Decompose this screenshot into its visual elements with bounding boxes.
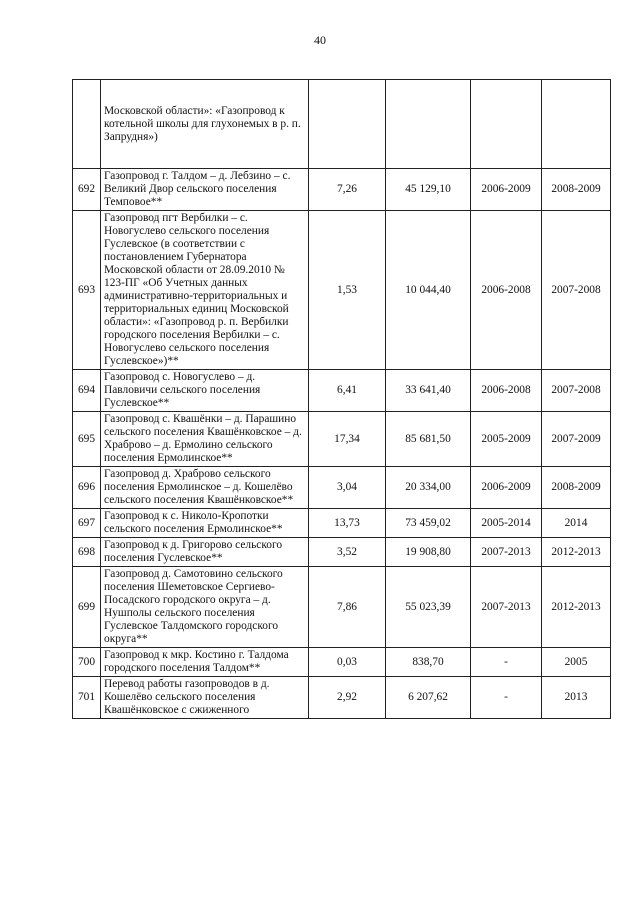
page-number: 40 — [314, 33, 326, 47]
length-km: 17,34 — [309, 412, 386, 467]
construction-period: 2006-2009 — [471, 467, 542, 509]
cost-value: 55 023,39 — [386, 567, 471, 648]
commissioning-period: 2013 — [542, 677, 611, 719]
length-km: 3,52 — [309, 538, 386, 567]
cost-value: 838,70 — [386, 648, 471, 677]
commissioning-period: 2008-2009 — [542, 467, 611, 509]
cost-value — [386, 80, 471, 169]
row-number: 697 — [73, 509, 101, 538]
length-km: 1,53 — [309, 211, 386, 370]
table-row — [73, 412, 611, 467]
table-row — [73, 509, 611, 538]
construction-period: - — [471, 677, 542, 719]
object-name: Газопровод к д. Григорово сельского поселения Гуслевское** — [101, 538, 309, 567]
cost-value: 85 681,50 — [386, 412, 471, 467]
row-number: 695 — [73, 412, 101, 467]
cost-value: 73 459,02 — [386, 509, 471, 538]
row-number: 693 — [73, 211, 101, 370]
commissioning-period: 2007-2008 — [542, 370, 611, 412]
commissioning-period: 2012-2013 — [542, 538, 611, 567]
row-number: 698 — [73, 538, 101, 567]
table-row — [73, 80, 611, 169]
row-number: 701 — [73, 677, 101, 719]
length-km — [309, 80, 386, 169]
construction-period: 2007-2013 — [471, 567, 542, 648]
construction-period: 2005-2014 — [471, 509, 542, 538]
object-name: Московской области»: «Газопровод к котельной школы для глухонемых в р. п. Запрудня») — [101, 80, 309, 169]
length-km: 13,73 — [309, 509, 386, 538]
object-name: Газопровод с. Новогуслево – д. Павловичи сельского поселения Гуслевское** — [101, 370, 309, 412]
table-row — [73, 538, 611, 567]
table-row — [73, 169, 611, 211]
length-km: 0,03 — [309, 648, 386, 677]
object-name: Газопровод д. Храброво сельского поселения Ермолинское – д. Кошелёво сельского поселения Квашёнковское** — [101, 467, 309, 509]
cost-value: 20 334,00 — [386, 467, 471, 509]
table-row — [73, 467, 611, 509]
object-name: Перевод работы газопроводов в д. Кошелёво сельского поселения Квашёнковское с сжиженного — [101, 677, 309, 719]
object-name: Газопровод пгт Вербилки – с. Новогуслево сельского поселения Гуслевское (в соответствии с постановлением Губернатора Московской области от 28.09.2010 № 123-ПГ «Об Учетных данных административно-территориальных и территориальных единиц Московской области»: «Газопровод р. п. Вербилки городского поселения Вербилки – с. Новогуслево сельского поселения Гуслевское»)** — [101, 211, 309, 370]
row-number: 692 — [73, 169, 101, 211]
construction-period: 2006-2008 — [471, 211, 542, 370]
row-number: 699 — [73, 567, 101, 648]
table-row — [73, 211, 611, 370]
object-name: Газопровод к с. Николо-Кропотки сельского поселения Ермолинское** — [101, 509, 309, 538]
object-name: Газопровод д. Самотовино сельского поселения Шеметовское Сергиево-Посадского городского округа – д. Нушполы сельского поселения Гуслевское Талдомского городского округа** — [101, 567, 309, 648]
table-row — [73, 370, 611, 412]
length-km: 7,26 — [309, 169, 386, 211]
row-number: 696 — [73, 467, 101, 509]
commissioning-period: 2007-2008 — [542, 211, 611, 370]
length-km: 6,41 — [309, 370, 386, 412]
commissioning-period: 2008-2009 — [542, 169, 611, 211]
commissioning-period: 2007-2009 — [542, 412, 611, 467]
construction-period: 2007-2013 — [471, 538, 542, 567]
commissioning-period: 2012-2013 — [542, 567, 611, 648]
length-km: 2,92 — [309, 677, 386, 719]
gas-pipeline-table — [72, 79, 611, 719]
cost-value: 33 641,40 — [386, 370, 471, 412]
commissioning-period — [542, 80, 611, 169]
row-number: 700 — [73, 648, 101, 677]
construction-period — [471, 80, 542, 169]
construction-period: 2006-2008 — [471, 370, 542, 412]
cost-value: 6 207,62 — [386, 677, 471, 719]
object-name: Газопровод к мкр. Костино г. Талдома городского поселения Талдом** — [101, 648, 309, 677]
cost-value: 45 129,10 — [386, 169, 471, 211]
construction-period: - — [471, 648, 542, 677]
cost-value: 10 044,40 — [386, 211, 471, 370]
object-name: Газопровод г. Талдом – д. Лебзино – с. Великий Двор сельского поселения Темповое** — [101, 169, 309, 211]
table-row — [73, 567, 611, 648]
table-row — [73, 648, 611, 677]
length-km: 3,04 — [309, 467, 386, 509]
construction-period: 2005-2009 — [471, 412, 542, 467]
commissioning-period: 2014 — [542, 509, 611, 538]
table-body — [73, 80, 611, 719]
row-number: 694 — [73, 370, 101, 412]
construction-period: 2006-2009 — [471, 169, 542, 211]
commissioning-period: 2005 — [542, 648, 611, 677]
row-number — [73, 80, 101, 169]
table-row — [73, 677, 611, 719]
object-name: Газопровод с. Квашёнки – д. Парашино сельского поселения Квашёнковское – д. Храброво – д. Ермолино сельского поселения Ермолинское** — [101, 412, 309, 467]
cost-value: 19 908,80 — [386, 538, 471, 567]
length-km: 7,86 — [309, 567, 386, 648]
